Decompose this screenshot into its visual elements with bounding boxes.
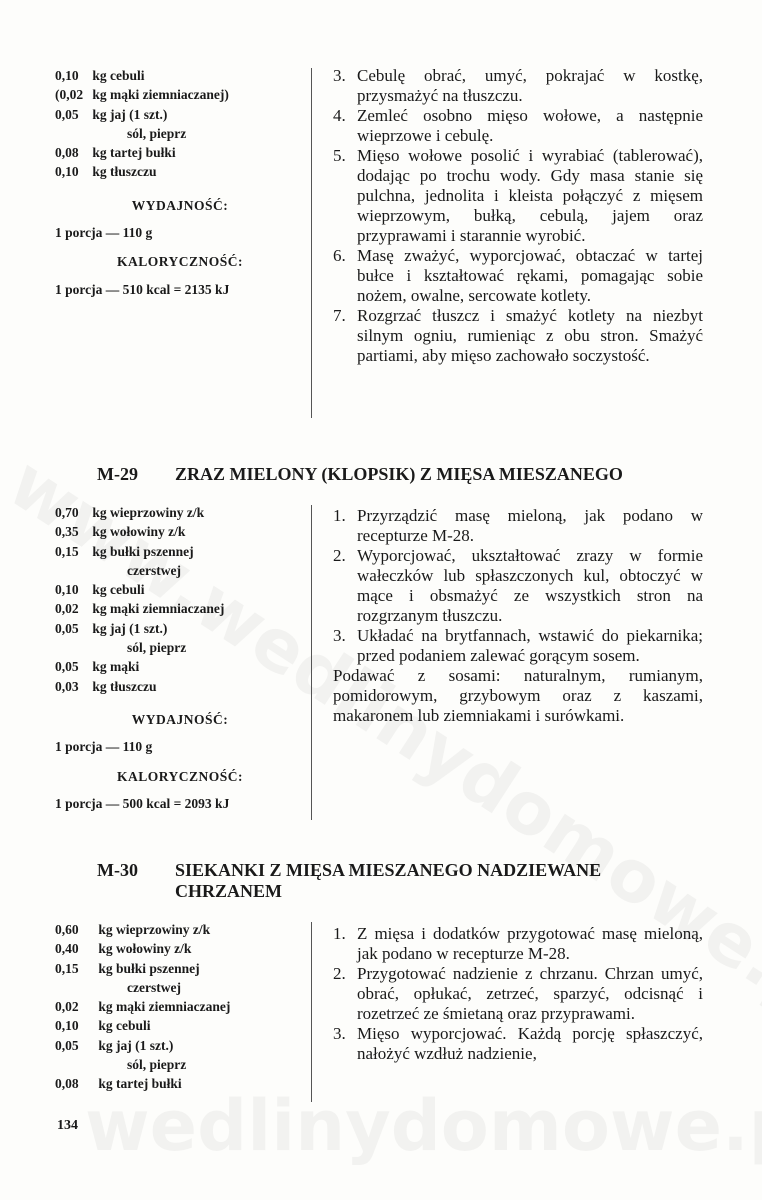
step: 3. Cebulę obrać, umyć, pokrajać w kostkę, przysmażyć na tłuszczu. bbox=[333, 66, 703, 105]
ingredient-row: sól, pieprz bbox=[127, 125, 187, 141]
ingredient-row: 0,02 kg mąki ziemniaczanej bbox=[55, 999, 231, 1015]
ingredient-row: 0,10 kg cebuli bbox=[55, 68, 145, 83]
recipe-title bbox=[97, 860, 697, 904]
column-divider bbox=[311, 922, 312, 1102]
ingredient-row: 0,10 kg cebuli bbox=[55, 1018, 151, 1034]
step: 3. Układać na brytfannach, wstawić do piekarnika; przed podaniem zalewać gorącym sosem. bbox=[333, 626, 703, 665]
recipe-name-line: SIEKANKI Z MIĘSA MIESZANEGO NADZIEWANE bbox=[175, 860, 602, 880]
recipe-name-line: CHRZANEM bbox=[175, 881, 282, 901]
calorie-header: KALORYCZNOŚĆ: bbox=[116, 768, 244, 784]
ingredient-row: 0,08 kg tartej bułki bbox=[55, 1076, 182, 1092]
ingredient-row: (0,02 kg mąki ziemniaczanej) bbox=[55, 87, 229, 103]
recipe-name: ZRAZ MIELONY (KLOPSIK) Z MIĘSA MIESZANEGO bbox=[175, 464, 623, 484]
step: 5. Mięso wołowe posolić i wyrabiać (tablerować), dodając po trochu wody. Gdy masa stanie się pulchna, jednolita i kleista połączyć z mięsem wieprzowym, bułką, cebulą, jajem oraz przyprawami i starannie wyrobić. bbox=[333, 146, 703, 245]
ingredient-row: czerstwej bbox=[127, 562, 181, 578]
recipe-name bbox=[175, 860, 695, 902]
step: 1. Przyrządzić masę mieloną, jak podano w recepturze M-28. bbox=[333, 506, 703, 545]
ingredient-row: 0,15 kg bułki pszennej bbox=[55, 543, 194, 559]
ingredient-row: 0,05 kg jaj (1 szt.) bbox=[55, 620, 168, 636]
ingredient-row: sól, pieprz bbox=[127, 640, 187, 656]
ingredient-row: 0,10 kg cebuli bbox=[55, 582, 145, 598]
ingredient-row: 0,02 kg mąki ziemniaczanej bbox=[55, 601, 225, 617]
step: 6. Masę zważyć, wyporcjować, obtaczać w tartej bułce i kształtować rękami, pomagając sobie nożem, owalne, sercowate kotlety. bbox=[333, 246, 703, 305]
recipe-code: M-30 bbox=[97, 860, 138, 880]
instructions bbox=[333, 66, 703, 366]
step: 3. Mięso wyporcjować. Każdą porcję spłaszczyć, nałożyć wzdłuż nadzienie, bbox=[333, 1024, 703, 1063]
step: 2. Wyporcjować, ukształtować zrazy w formie wałeczków lub spłaszczonych kul, obtoczyć w mące i obsmażyć ze wszystkich stron na rozgrzanym tłuszczu. bbox=[333, 546, 703, 625]
ingredient-row: sól, pieprz bbox=[127, 1057, 187, 1073]
watermark-bottom bbox=[85, 1085, 762, 1167]
recipe-title bbox=[97, 464, 697, 486]
yield-header: WYDAJNOŚĆ: bbox=[131, 197, 229, 213]
instructions bbox=[333, 506, 703, 726]
ingredient-row: 0,03 kg tłuszczu bbox=[55, 678, 157, 694]
column-divider bbox=[311, 505, 312, 820]
ingredient-row: 0,05 kg mąki bbox=[55, 659, 140, 675]
ingredient-row: 0,40 kg wołowiny z/k bbox=[55, 941, 192, 957]
ingredient-row: 0,08 kg tartej bułki bbox=[55, 145, 176, 161]
ingredient-row: 0,05 kg jaj (1 szt.) bbox=[55, 1037, 174, 1053]
yield-header: WYDAJNOŚĆ: bbox=[131, 711, 229, 727]
ingredients-list bbox=[55, 503, 305, 819]
calorie-header: KALORYCZNOŚĆ: bbox=[116, 254, 244, 270]
step: 2. Przygotować nadzienie z chrzanu. Chrzan umyć, obrać, opłukać, zetrzeć, sparzyć, odcisnąć i rozetrzeć ze śmietaną oraz przyprawami. bbox=[333, 964, 703, 1023]
instructions bbox=[333, 924, 703, 1064]
ingredient-row: 0,10 kg tłuszczu bbox=[55, 164, 157, 180]
ingredient-row: czerstwej bbox=[127, 979, 181, 995]
recipe-code: M-29 bbox=[97, 464, 138, 484]
step: 1. Z mięsa i dodatków przygotować masę mieloną, jak podano w recepturze M-28. bbox=[333, 924, 703, 963]
calorie-value: 1 porcja — 510 kcal = 2135 kJ bbox=[55, 281, 230, 297]
ingredients-list bbox=[55, 920, 305, 1094]
ingredient-row: 0,35 kg wołowiny z/k bbox=[55, 524, 186, 540]
page-number: 134 bbox=[57, 1118, 78, 1133]
ingredient-row: 0,60 kg wieprzowiny z/k bbox=[55, 922, 211, 937]
calorie-value: 1 porcja — 500 kcal = 2093 kJ bbox=[55, 795, 230, 811]
ingredient-row: 0,05 kg jaj (1 szt.) bbox=[55, 106, 168, 122]
serving-note: Podawać z sosami: naturalnym, rumianym, pomidorowym, grzybowym oraz z kaszami, makaronem lub ziemniakami i surówkami. bbox=[333, 666, 703, 725]
step: 7. Rozgrzać tłuszcz i smażyć kotlety na niezbyt silnym ogniu, rumieniąc z obu stron. Smażyć partiami, aby mięso zachowało soczystość. bbox=[333, 306, 703, 365]
ingredients-list bbox=[55, 66, 305, 305]
ingredient-row: 0,15 kg bułki pszennej bbox=[55, 960, 200, 976]
yield-value: 1 porcja — 110 g bbox=[55, 739, 153, 755]
ingredient-row: 0,70 kg wieprzowiny z/k bbox=[55, 505, 205, 520]
column-divider bbox=[311, 68, 312, 418]
step: 4. Zemleć osobno mięso wołowe, a następnie wieprzowe i cebulę. bbox=[333, 106, 703, 145]
yield-value: 1 porcja — 110 g bbox=[55, 225, 153, 241]
